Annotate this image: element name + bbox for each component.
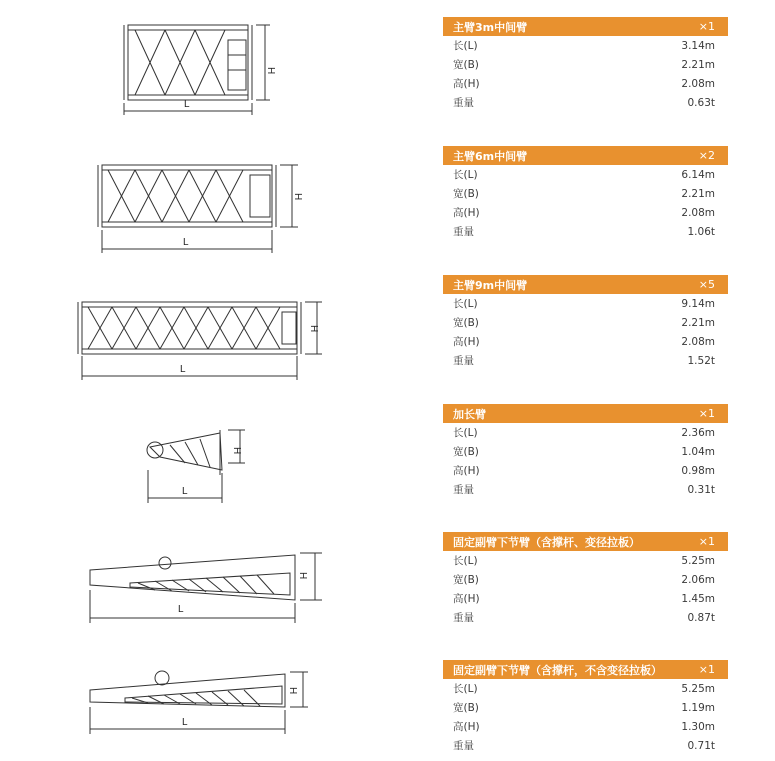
spec-header [443,404,728,423]
dim-label-l: L [180,364,186,375]
drawing-9m-section [60,292,360,387]
component-qty: ×1 [698,663,715,676]
spec-row-width: 宽(B) 1.04m [453,445,715,458]
drawing-fixed-jib-lower-2 [60,662,360,747]
spec-row-height: 高(H) 2.08m [453,77,715,90]
spec-row-weight: 重量 0.87t [453,611,715,624]
spec-table-fixed-jib-1 [443,532,728,627]
dim-label-h: H [231,447,242,455]
component-name: 加长臂 [453,407,486,421]
spec-row-weight: 重量 1.06t [453,225,715,238]
component-name: 固定副臂下节臂（含撑杆、变径拉板） [453,535,640,549]
spec-header [443,146,728,165]
component-qty: ×1 [698,20,715,33]
spec-row-length: 长(L) 6.14m [453,168,715,181]
component-qty: ×1 [698,407,715,420]
spec-row-length: 长(L) 5.25m [453,554,715,567]
dim-label-h: H [292,193,303,201]
component-name: 固定副臂下节臂（含撑杆，不含变径拉板） [453,663,662,677]
spec-header [443,532,728,551]
component-name: 主臂9m中间臂 [453,278,528,292]
dim-label-l: L [182,717,188,728]
spec-row-width: 宽(B) 1.19m [453,701,715,714]
dim-label-h: H [265,67,276,75]
spec-header [443,660,728,679]
spec-table-6m [443,146,728,241]
spec-row-length: 长(L) 9.14m [453,297,715,310]
spec-table-extension [443,404,728,499]
spec-row-weight: 重量 0.71t [453,739,715,752]
dim-label-h: H [308,325,319,333]
spec-row-height: 高(H) 1.30m [453,720,715,733]
spec-header [443,17,728,36]
dim-label-h: H [297,572,308,580]
spec-row-weight: 重量 0.63t [453,96,715,109]
spec-row-height: 高(H) 0.98m [453,464,715,477]
spec-row-length: 长(L) 5.25m [453,682,715,695]
drawing-fixed-jib-lower-1 [60,545,360,630]
spec-table-fixed-jib-2 [443,660,728,755]
spec-row-height: 高(H) 2.08m [453,335,715,348]
component-qty: ×5 [698,278,715,291]
dim-label-l: L [178,604,184,615]
spec-row-width: 宽(B) 2.21m [453,187,715,200]
drawing-extension [60,425,360,510]
spec-row-width: 宽(B) 2.06m [453,573,715,586]
dim-label-l: L [184,99,190,110]
component-qty: ×1 [698,535,715,548]
spec-row-weight: 重量 0.31t [453,483,715,496]
drawing-6m-section [60,155,360,260]
component-qty: ×2 [698,149,715,162]
dim-label-l: L [183,237,189,248]
spec-row-weight: 重量 1.52t [453,354,715,367]
spec-row-length: 长(L) 3.14m [453,39,715,52]
spec-header [443,275,728,294]
spec-row-width: 宽(B) 2.21m [453,316,715,329]
spec-row-height: 高(H) 2.08m [453,206,715,219]
drawing-3m-section [60,15,360,120]
component-name: 主臂3m中间臂 [453,20,528,34]
spec-table-3m [443,17,728,112]
spec-table-9m [443,275,728,370]
dim-label-h: H [287,687,298,695]
spec-row-height: 高(H) 1.45m [453,592,715,605]
dim-label-l: L [182,486,188,497]
component-name: 主臂6m中间臂 [453,149,528,163]
spec-row-length: 长(L) 2.36m [453,426,715,439]
spec-row-width: 宽(B) 2.21m [453,58,715,71]
